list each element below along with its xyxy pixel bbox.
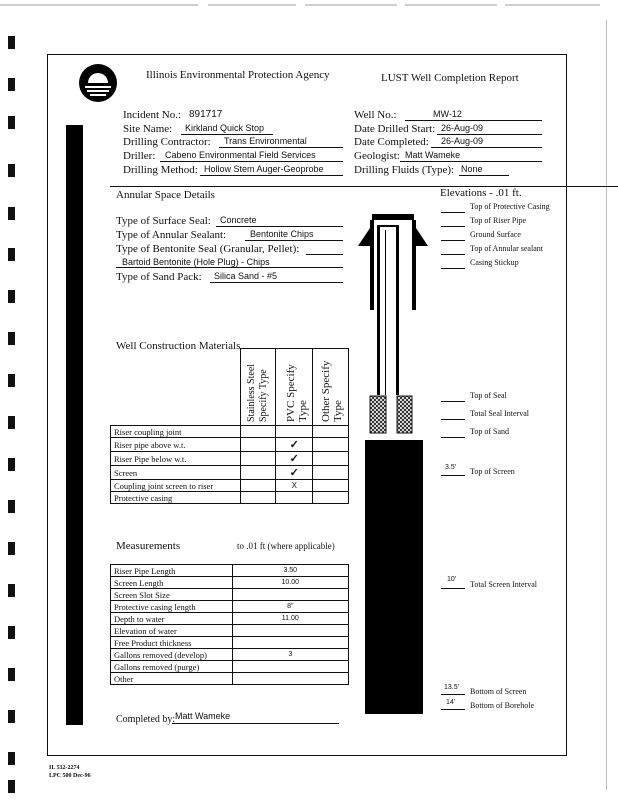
cell-stainless	[240, 426, 276, 438]
table-row	[111, 565, 349, 577]
site-name-label: Site Name:	[123, 123, 173, 135]
cell-other	[313, 492, 349, 504]
bentonite-label: Type of Bentonite Seal (Granular, Pellet):	[116, 243, 300, 255]
elev-ground-surface: Ground Surface	[470, 230, 521, 239]
start-label: Date Drilled Start:	[354, 123, 436, 135]
page-edge	[606, 20, 607, 790]
row-label: Other	[111, 673, 233, 685]
left-margin-bar	[66, 125, 83, 725]
elev-casing-stickup: Casing Stickup	[470, 258, 519, 267]
materials-title: Well Construction Materials	[116, 340, 241, 352]
well-line	[405, 108, 542, 121]
completed-by-value: Matt Wameke	[175, 711, 231, 721]
cell-stainless	[240, 452, 276, 466]
incident-value: 891717	[189, 109, 223, 120]
sand-value: Silica Sand - #5	[214, 271, 278, 281]
sealant-label: Type of Annular Sealant:	[116, 229, 227, 241]
contractor-label: Drilling Contractor:	[123, 136, 211, 148]
agency-name: Illinois Environmental Protection Agency	[146, 69, 330, 81]
elev-line	[441, 240, 465, 241]
depth-line	[441, 419, 465, 420]
row-value: 8"	[232, 601, 348, 613]
table-row	[111, 466, 349, 480]
agency-logo	[78, 63, 118, 103]
elev-top-annular-sealant: Top of Annular sealant	[470, 244, 543, 253]
total-screen-interval-label: Total Screen Interval	[470, 580, 537, 589]
completed-by-label: Completed by:	[116, 714, 176, 725]
elev-line	[441, 254, 465, 255]
measurements-title: Measurements	[116, 540, 181, 552]
completed-label: Date Completed:	[354, 136, 429, 148]
row-label: Protective casing	[111, 492, 241, 504]
row-value	[232, 661, 348, 673]
cell-other	[313, 426, 349, 438]
cell-other	[313, 452, 349, 466]
depth-line	[441, 475, 465, 476]
row-value: 3	[232, 649, 348, 661]
elev-line	[441, 226, 465, 227]
contractor-value: Trans Environmental	[224, 136, 307, 146]
depth-line	[441, 401, 465, 402]
fluids-label: Drilling Fluids (Type):	[354, 164, 455, 176]
depth-line	[441, 694, 465, 695]
geologist-label: Geologist:	[354, 150, 400, 162]
col-pvc: PVC Specify Type	[285, 364, 309, 422]
top-of-sand-label: Top of Sand	[470, 427, 509, 436]
bentonite-line-a	[306, 242, 343, 255]
cell-pvc	[276, 426, 313, 438]
depth-line	[441, 437, 465, 438]
materials-table	[110, 425, 349, 504]
start-value: 26-Aug-09	[441, 123, 484, 133]
cell-stainless	[240, 438, 276, 452]
row-label: Riser Pipe below w.t.	[111, 452, 241, 466]
materials-header	[240, 348, 349, 425]
row-value: 10.00	[232, 577, 348, 589]
cell-other	[313, 480, 349, 492]
bottom-of-borehole-value: 14'	[446, 699, 456, 706]
elev-line	[441, 268, 465, 269]
cell-stainless	[240, 492, 276, 504]
row-value: 3.50	[232, 565, 348, 577]
row-label: Depth to water	[111, 613, 233, 625]
site-name-value: Kirkland Quick Stop	[185, 123, 265, 133]
table-row	[111, 661, 349, 673]
table-row	[111, 426, 349, 438]
check-mark: ✓	[276, 452, 313, 466]
depth-line	[441, 588, 465, 589]
cell-other	[313, 438, 349, 452]
top-of-seal-label: Top of Seal	[470, 391, 507, 400]
annular-title: Annular Space Details	[116, 189, 215, 201]
depth-line	[441, 709, 465, 710]
measurements-table	[110, 564, 349, 685]
elevations-title: Elevations - .01 ft.	[440, 187, 522, 199]
x-mark: X	[276, 480, 313, 492]
table-row	[111, 480, 349, 492]
elev-line	[441, 212, 465, 213]
table-row	[111, 613, 349, 625]
driller-label: Driller:	[123, 150, 156, 162]
top-of-screen-label: Top of Screen	[470, 467, 515, 476]
table-row	[111, 438, 349, 452]
bottom-of-borehole-label: Bottom of Borehole	[470, 701, 534, 710]
row-label: Free Product thickness	[111, 637, 233, 649]
check-mark: ✓	[276, 466, 313, 480]
well-label: Well No.:	[354, 109, 397, 121]
row-label: Gallons removed (purge)	[111, 661, 233, 673]
table-row	[111, 577, 349, 589]
report-title: LUST Well Completion Report	[381, 72, 519, 84]
bottom-of-screen-label: Bottom of Screen	[470, 687, 527, 696]
incident-label: Incident No.:	[123, 109, 182, 121]
table-row	[111, 649, 349, 661]
table-row	[111, 673, 349, 685]
bentonite-value: Bartoid Bentonite (Hole Plug) - Chips	[122, 257, 270, 267]
check-mark: ✓	[276, 438, 313, 452]
row-label: Riser coupling joint	[111, 426, 241, 438]
elev-top-protective-casing: Top of Protective Casing	[470, 202, 550, 211]
completed-value: 26-Aug-09	[441, 136, 484, 146]
row-label: Elevation of water	[111, 625, 233, 637]
units-note: to .01 ft (where applicable)	[237, 541, 335, 551]
top-of-screen-value: 3.5'	[445, 464, 457, 471]
col-stainless-steel: Stainless Steel Specify Type	[246, 363, 269, 422]
form-code: IL 532-2274	[49, 765, 80, 771]
row-label: Riser pipe above w.t.	[111, 438, 241, 452]
row-label: Screen	[111, 466, 241, 480]
cell-pvc	[276, 492, 313, 504]
row-label: Screen Slot Size	[111, 589, 233, 601]
method-value: Hollow Stem Auger-Geoprobe	[204, 164, 324, 174]
table-row	[111, 589, 349, 601]
row-value	[232, 589, 348, 601]
form-version: LPC 500 Dec-96	[49, 773, 91, 779]
geologist-value: Matt Wameke	[405, 150, 461, 160]
method-label: Drilling Method:	[123, 164, 198, 176]
col-other: Other Specify Type	[320, 360, 344, 422]
well-value: MW-12	[433, 109, 462, 119]
fluids-value: None	[461, 164, 483, 174]
row-value	[232, 637, 348, 649]
sand-label: Type of Sand Pack:	[116, 271, 202, 283]
total-seal-interval-label: Total Seal Interval	[470, 409, 529, 418]
row-label: Protective casing length	[111, 601, 233, 613]
cell-stainless	[240, 466, 276, 480]
row-value	[232, 673, 348, 685]
row-value	[232, 625, 348, 637]
table-row	[111, 625, 349, 637]
row-value: 11.00	[232, 613, 348, 625]
section-divider	[110, 186, 618, 187]
table-row	[111, 452, 349, 466]
row-label: Coupling joint screen to riser	[111, 480, 241, 492]
table-row	[111, 637, 349, 649]
cell-stainless	[240, 480, 276, 492]
total-screen-interval-value: 10'	[447, 576, 457, 583]
row-label: Screen Length	[111, 577, 233, 589]
table-row	[111, 492, 349, 504]
surface-seal-value: Concrete	[220, 215, 257, 225]
driller-value: Cabeno Environmental Field Services	[165, 150, 316, 160]
row-label: Riser Pipe Length	[111, 565, 233, 577]
well-diagram	[355, 200, 440, 720]
surface-seal-label: Type of Surface Seal:	[116, 215, 211, 227]
cell-other	[313, 466, 349, 480]
table-row	[111, 601, 349, 613]
bottom-of-screen-value: 13.5'	[444, 684, 459, 691]
sealant-value: Bentonite Chips	[250, 229, 314, 239]
elev-top-riser-pipe: Top of Riser Pipe	[470, 216, 527, 225]
row-label: Gallons removed (develop)	[111, 649, 233, 661]
